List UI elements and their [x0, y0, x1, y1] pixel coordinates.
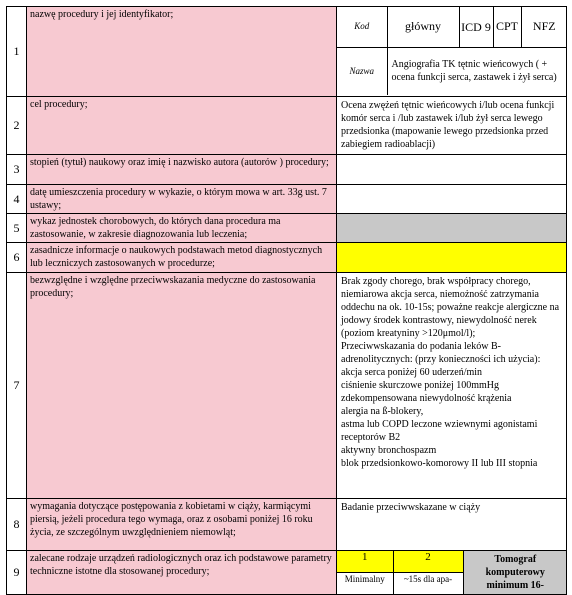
row-question: wymagania dotyczące postępowania z kobietami w ciąży, karmiącymi piersią, jeżeli procedura tego wymaga, oraz z osobami poniżej 16 roku życia, ze szczególnym uwzględnieniem niemowląt;: [27, 499, 337, 551]
row-answer: [337, 214, 566, 218]
icd9-header: ICD 9: [459, 7, 493, 47]
row-answer: Brak zgody chorego, brak współpracy chorego, niemiarowa akcja serca, niemożność zatrzymania oddechu na ok. 10-15s; poważne reakcje alergiczne na jodowy środek kontrastowy, niewydolność nerek (poziom kreatyniny >120μmol/l); Przeciwwskazania do podania leków B- adrenolitycznych: (przy konieczności ich użycia): akcja serca poniżej 60 uderzeń/min ciśnienie skurczowe poniżej 100mmHg zdekompensowana niewydolność krążenia alergia na ß-blokery, astma lub COPD leczone wziewnymi agonistami receptorów B2 aktywny bronchospazm blok przedsionkowo-komorowy II lub III stopnia: [341, 276, 560, 469]
table-row: [7, 185, 567, 214]
device-cell: [337, 551, 567, 595]
row-number: 8: [7, 499, 27, 551]
device-description: Tomograf komputerowy minimum 16-: [463, 551, 567, 594]
row-number: 3: [7, 155, 27, 185]
device-col-2: 2: [393, 551, 463, 573]
identifier-grid: [337, 7, 567, 95]
procedure-form: [6, 6, 566, 595]
row-answer: Ocena zwężeń tętnic wieńcowych i/lub ocena funkcji komór serca i /lub zastawek i/lub żył serca lewego przedsionka (mapowanie lewego przedsionka przed zabiegiem radioablacji): [341, 100, 555, 150]
device-sub-1: Minimalny: [337, 573, 393, 595]
table-row: [7, 214, 567, 243]
row-number: 2: [7, 97, 27, 155]
row-answer: [337, 155, 566, 159]
table-row: [7, 551, 567, 595]
procedure-name: Angiografia TK tętnic wieńcowych ( + ocena funkcji serca, zastawek i żył serca): [387, 47, 567, 95]
row-answer: [337, 243, 566, 247]
identifier-cell: [337, 7, 567, 97]
kod-label: Kod: [337, 7, 387, 47]
row-number: 1: [7, 7, 27, 97]
row-number: 6: [7, 243, 27, 273]
row-question: nazwę procedury i jej identyfikator;: [27, 7, 337, 97]
table-row: [7, 273, 567, 499]
table-row: [7, 97, 567, 155]
table-row: [7, 243, 567, 273]
row-number: 9: [7, 551, 27, 595]
row-question: zasadnicze informacje o naukowych podstawach metod diagnostycznych lub leczniczych zastosowanych w procedurze;: [27, 243, 337, 273]
nazwa-label: Nazwa: [349, 65, 374, 76]
device-grid: [337, 551, 567, 594]
row-question: bezwzględne i względne przeciwwskazania medyczne do zastosowania procedury;: [27, 273, 337, 499]
table-row: [7, 7, 567, 97]
device-col-1: 1: [337, 551, 393, 573]
row-answer: Badanie przeciwwskazane w ciąży: [341, 502, 481, 513]
procedure-table: [6, 6, 567, 595]
row-question: cel procedury;: [27, 97, 337, 155]
row-answer: [337, 185, 566, 189]
row-number: 5: [7, 214, 27, 243]
glowny-header: główny: [387, 7, 459, 47]
cpt-header: CPT: [493, 7, 521, 47]
row-question: zalecane rodzaje urządzeń radiologicznych oraz ich podstawowe parametry techniczne istotne dla stosowanej procedury;: [27, 551, 337, 595]
row-number: 7: [7, 273, 27, 499]
nfz-header: NFZ: [521, 7, 567, 47]
row-question: wykaz jednostek chorobowych, do których dana procedura ma zastosowanie, w zakresie diagnozowania lub leczenia;: [27, 214, 337, 243]
device-sub-2: ~15s dla apa-: [393, 573, 463, 595]
table-row: [7, 155, 567, 185]
row-question: stopień (tytuł) naukowy oraz imię i nazwisko autora (autorów ) procedury;: [27, 155, 337, 185]
table-row: [7, 499, 567, 551]
row-question: datę umieszczenia procedury w wykazie, o którym mowa w art. 33g ust. 7 ustawy;: [27, 185, 337, 214]
row-number: 4: [7, 185, 27, 214]
